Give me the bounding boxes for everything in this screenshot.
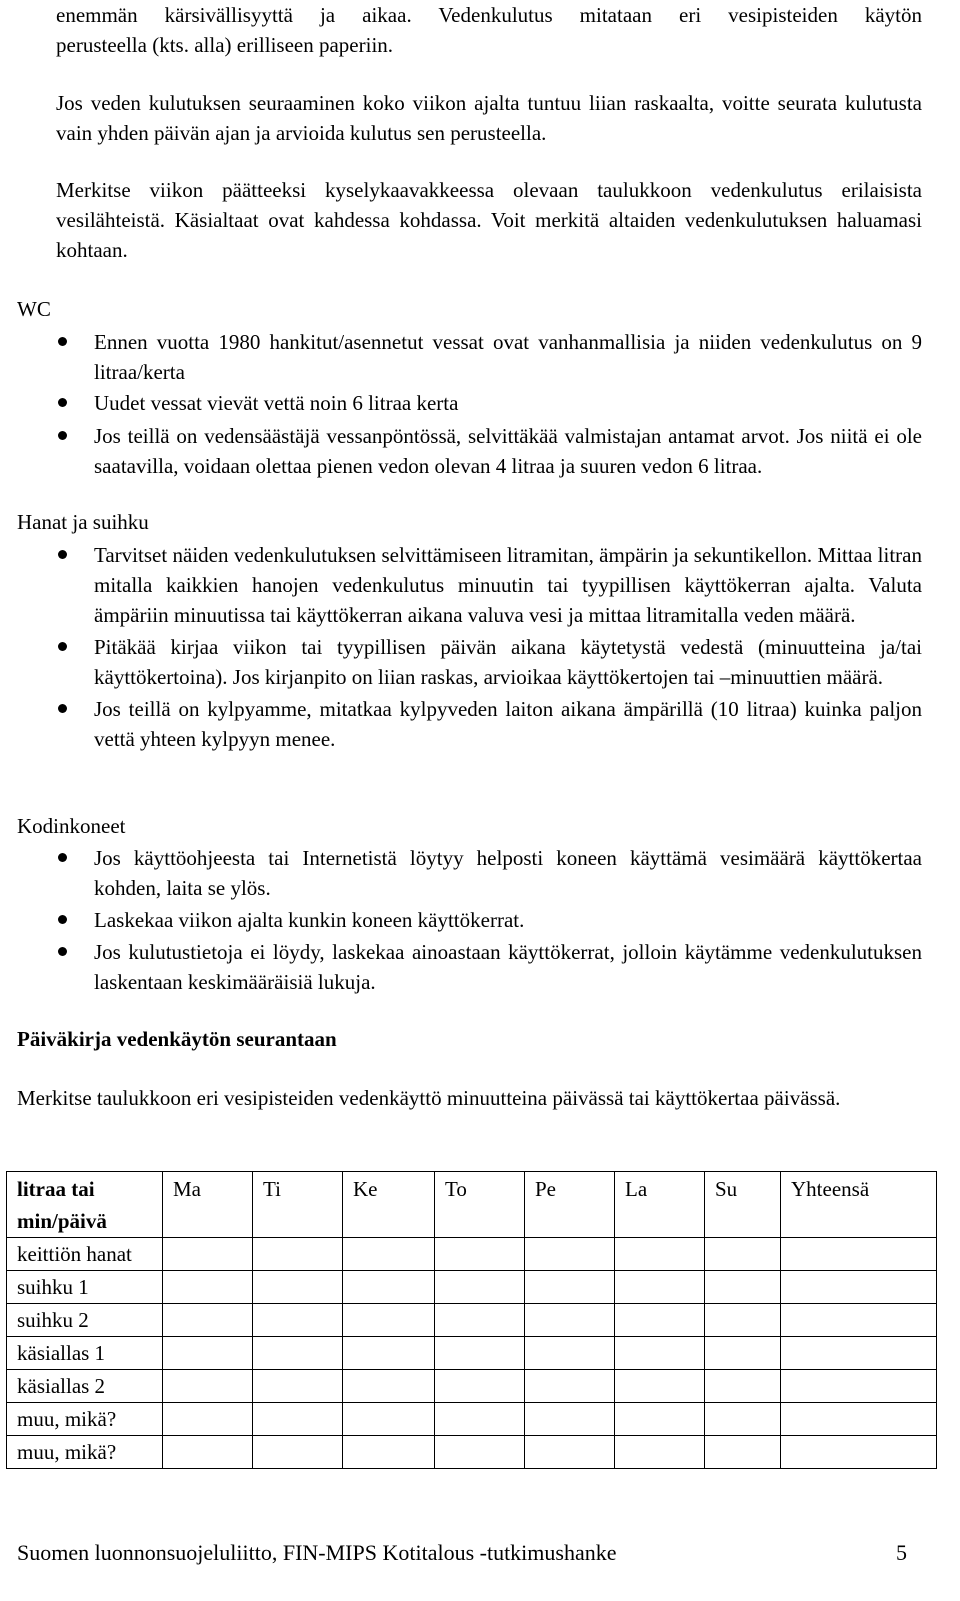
section-title-appliances: Kodinkoneet bbox=[17, 814, 126, 838]
table-cell[interactable] bbox=[525, 1271, 615, 1304]
column-header: Ke bbox=[343, 1172, 435, 1238]
list-item: Jos teillä on kylpyamme, mitatkaa kylpyveden laiton aikana ämpärillä (10 litraa) kuinka paljon vettä yhteen kylpyyn menee. bbox=[0, 694, 922, 754]
table-cell[interactable] bbox=[343, 1304, 435, 1337]
bullet-icon bbox=[58, 337, 67, 346]
list-item: Jos käyttöohjeesta tai Internetistä löytyy helposti koneen käyttämä vesimäärä käyttökertaa kohden, laita se ylös. bbox=[0, 843, 922, 903]
section-title-wc: WC bbox=[17, 297, 51, 321]
table-cell[interactable] bbox=[343, 1271, 435, 1304]
list-item: Jos teillä on vedensäästäjä vessanpöntössä, selvittäkää valmistajan antamat arvot. Jos niitä ei ole saatavilla, voidaan olettaa pienen vedon olevan 4 litraa ja suuren vedon 6 litraa. bbox=[0, 421, 922, 481]
page-number: 5 bbox=[896, 1540, 907, 1565]
row-label: suihku 2 bbox=[7, 1304, 163, 1337]
table-cell[interactable] bbox=[253, 1403, 343, 1436]
table-row bbox=[7, 1304, 937, 1337]
list-item: Pitäkää kirjaa viikon tai tyypillisen päivän aikana käytetystä vedestä (minuutteina ja/tai käyttökertoina). Jos kirjanpito on liian raskas, arvioikaa käyttökertojen tai –minuuttien määrä. bbox=[0, 632, 922, 692]
table-cell[interactable] bbox=[615, 1271, 705, 1304]
table-cell[interactable] bbox=[525, 1337, 615, 1370]
table-cell[interactable] bbox=[615, 1304, 705, 1337]
column-header: Pe bbox=[525, 1172, 615, 1238]
table-cell[interactable] bbox=[253, 1436, 343, 1469]
table-cell[interactable] bbox=[705, 1436, 781, 1469]
table-cell[interactable] bbox=[343, 1238, 435, 1271]
table-cell[interactable] bbox=[163, 1403, 253, 1436]
table-cell[interactable] bbox=[781, 1436, 937, 1469]
table-cell[interactable] bbox=[615, 1436, 705, 1469]
list-item: Jos kulutustietoja ei löydy, laskekaa ainoastaan käyttökerrat, jolloin käytämme vedenkulutuksen laskentaan keskimääräisiä lukuja. bbox=[0, 937, 922, 997]
column-header: La bbox=[615, 1172, 705, 1238]
table-header-row bbox=[7, 1172, 937, 1238]
row-label: suihku 1 bbox=[7, 1271, 163, 1304]
table-cell[interactable] bbox=[435, 1304, 525, 1337]
bullet-icon bbox=[58, 947, 67, 956]
corner-label-line-2: min/päivä bbox=[17, 1209, 107, 1233]
list-item: Ennen vuotta 1980 hankitut/asennetut vessat ovat vanhanmallisia ja niiden vedenkulutus on 9 litraa/kerta bbox=[0, 327, 922, 387]
table-cell[interactable] bbox=[705, 1304, 781, 1337]
table-cell[interactable] bbox=[615, 1370, 705, 1403]
list-item: Laskekaa viikon ajalta kunkin koneen käyttökerrat. bbox=[0, 905, 922, 935]
table-cell[interactable] bbox=[253, 1304, 343, 1337]
table-cell[interactable] bbox=[781, 1271, 937, 1304]
table-cell[interactable] bbox=[435, 1436, 525, 1469]
row-label: keittiön hanat bbox=[7, 1238, 163, 1271]
table-row bbox=[7, 1436, 937, 1469]
table-cell[interactable] bbox=[435, 1370, 525, 1403]
table-cell[interactable] bbox=[615, 1403, 705, 1436]
diary-table bbox=[6, 1171, 937, 1469]
bullet-icon bbox=[58, 853, 67, 862]
bullet-icon bbox=[58, 642, 67, 651]
table-cell[interactable] bbox=[525, 1238, 615, 1271]
table-cell[interactable] bbox=[163, 1370, 253, 1403]
table-cell[interactable] bbox=[163, 1436, 253, 1469]
column-header: Ti bbox=[253, 1172, 343, 1238]
table-cell[interactable] bbox=[781, 1370, 937, 1403]
wc-list bbox=[0, 327, 960, 481]
table-cell[interactable] bbox=[705, 1238, 781, 1271]
diary-heading: Päiväkirja vedenkäytön seurantaan bbox=[17, 1027, 337, 1051]
table-cell[interactable] bbox=[163, 1238, 253, 1271]
page-footer bbox=[17, 1538, 907, 1568]
table-cell[interactable] bbox=[781, 1238, 937, 1271]
table-cell[interactable] bbox=[343, 1337, 435, 1370]
table-cell[interactable] bbox=[525, 1370, 615, 1403]
table-cell[interactable] bbox=[705, 1403, 781, 1436]
list-item: Uudet vessat vievät vettä noin 6 litraa kerta bbox=[0, 388, 922, 418]
table-cell[interactable] bbox=[253, 1337, 343, 1370]
section-title-taps: Hanat ja suihku bbox=[17, 510, 149, 534]
intro-paragraph-1-line-2: perusteella (kts. alla) erilliseen paperiin. bbox=[56, 33, 394, 57]
table-row bbox=[7, 1238, 937, 1271]
footer-text: Suomen luonnonsuojeluliitto, FIN-MIPS Kotitalous -tutkimushanke bbox=[17, 1540, 617, 1565]
row-label: muu, mikä? bbox=[7, 1436, 163, 1469]
column-header: Ma bbox=[163, 1172, 253, 1238]
bullet-icon bbox=[58, 550, 67, 559]
bullet-icon bbox=[58, 398, 67, 407]
intro-paragraph-2: Jos veden kulutuksen seuraaminen koko viikon ajalta tuntuu liian raskaalta, voitte seurata kulutusta vain yhden päivän ajan ja arvioida kulutus sen perusteella. bbox=[56, 91, 922, 145]
table-cell[interactable] bbox=[525, 1304, 615, 1337]
row-label: käsiallas 2 bbox=[7, 1370, 163, 1403]
table-cell[interactable] bbox=[163, 1304, 253, 1337]
table-cell[interactable] bbox=[525, 1436, 615, 1469]
table-cell[interactable] bbox=[781, 1403, 937, 1436]
table-cell[interactable] bbox=[253, 1238, 343, 1271]
intro-paragraph-1-line-1: enemmän kärsivällisyyttä ja aikaa. Vedenkulutus mitataan eri vesipisteiden käytön bbox=[56, 3, 922, 27]
list-item: Tarvitset näiden vedenkulutuksen selvittämiseen litramitan, ämpärin ja sekuntikellon. Mittaa litran mitalla kaikkien hanojen vedenkulutus minuutin tai tyypillisen käyttökerran ajalta. Valuta ämpäriin minuutissa tai käyttökerran aikana valuva vesi ja mittaa litramitalla veden määrä. bbox=[0, 540, 922, 630]
table-cell[interactable] bbox=[253, 1370, 343, 1403]
table-cell[interactable] bbox=[705, 1337, 781, 1370]
table-cell[interactable] bbox=[525, 1403, 615, 1436]
corner-cell bbox=[7, 1172, 163, 1238]
appliances-list bbox=[0, 843, 960, 997]
table-cell[interactable] bbox=[253, 1271, 343, 1304]
table-cell[interactable] bbox=[615, 1238, 705, 1271]
bullet-icon bbox=[58, 915, 67, 924]
table-cell[interactable] bbox=[163, 1337, 253, 1370]
table-cell[interactable] bbox=[781, 1337, 937, 1370]
column-header: Su bbox=[705, 1172, 781, 1238]
corner-label-line-1: litraa tai bbox=[17, 1177, 95, 1201]
row-label: käsiallas 1 bbox=[7, 1337, 163, 1370]
table-row bbox=[7, 1337, 937, 1370]
table-cell[interactable] bbox=[163, 1271, 253, 1304]
table-cell[interactable] bbox=[435, 1337, 525, 1370]
intro-paragraph-3: Merkitse viikon päätteeksi kyselykaavakkeessa olevaan taulukkoon vedenkulutus erilaisista vesilähteistä. Käsialtaat ovat kahdessa kohdassa. Voit merkitä altaiden vedenkulutuksen haluamasi kohtaan. bbox=[56, 178, 922, 262]
table-cell[interactable] bbox=[705, 1370, 781, 1403]
table-cell[interactable] bbox=[615, 1337, 705, 1370]
bullet-icon bbox=[58, 704, 67, 713]
row-label: muu, mikä? bbox=[7, 1403, 163, 1436]
table-row bbox=[7, 1403, 937, 1436]
taps-list bbox=[0, 540, 960, 754]
table-cell[interactable] bbox=[435, 1238, 525, 1271]
table-cell[interactable] bbox=[435, 1403, 525, 1436]
table-cell[interactable] bbox=[343, 1436, 435, 1469]
table-row bbox=[7, 1370, 937, 1403]
table-cell[interactable] bbox=[343, 1370, 435, 1403]
table-cell[interactable] bbox=[435, 1271, 525, 1304]
bullet-icon bbox=[58, 431, 67, 440]
diary-instruction: Merkitse taulukkoon eri vesipisteiden vedenkäyttö minuutteina päivässä tai käyttökertaa päivässä. bbox=[17, 1086, 841, 1110]
table-row bbox=[7, 1271, 937, 1304]
column-header: To bbox=[435, 1172, 525, 1238]
table-cell[interactable] bbox=[343, 1403, 435, 1436]
table-cell[interactable] bbox=[781, 1304, 937, 1337]
intro-paragraph-1 bbox=[56, 0, 922, 60]
column-header: Yhteensä bbox=[781, 1172, 937, 1238]
table-cell[interactable] bbox=[705, 1271, 781, 1304]
